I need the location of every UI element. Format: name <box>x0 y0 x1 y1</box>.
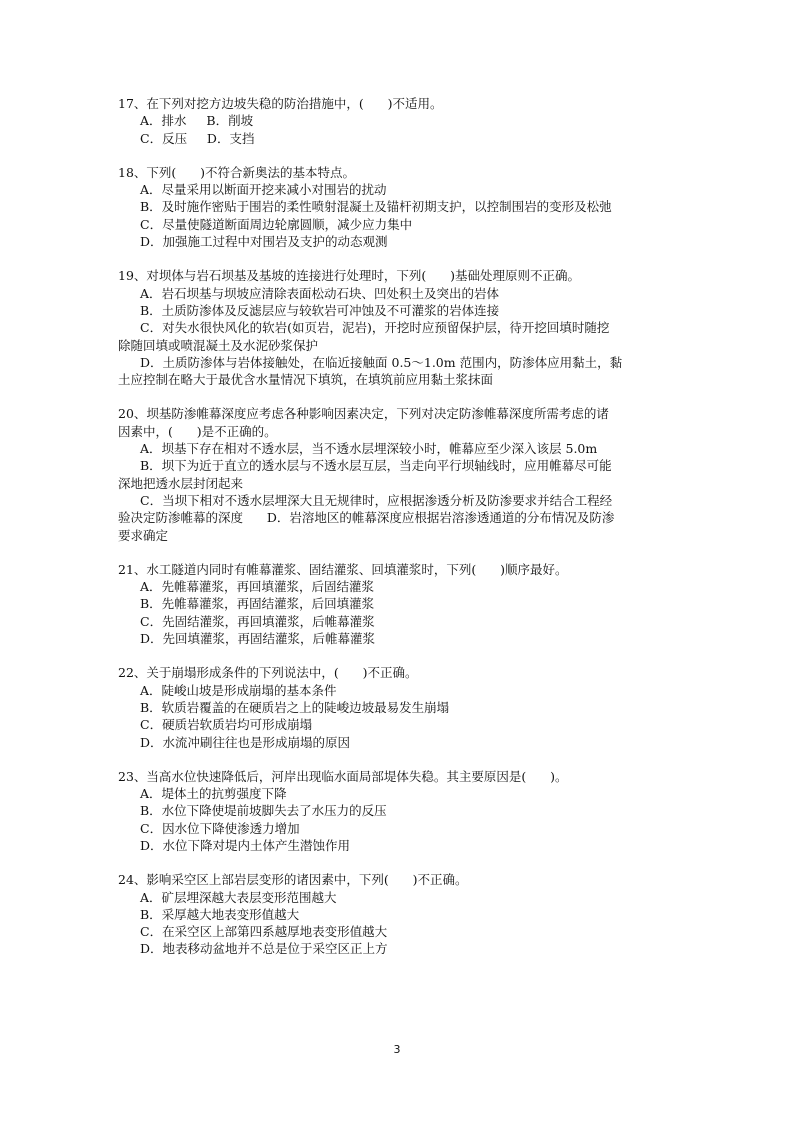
option-line: B．土质防渗体及反滤层应与较软岩可冲蚀及不可灌浆的岩体连接 <box>140 302 500 318</box>
option-line: C．对失水很快风化的软岩(如页岩，泥岩)，开挖时应预留保护层，待开挖回填时随挖 <box>140 320 610 336</box>
option-line: C．先固结灌浆，再回填灌浆，后帷幕灌浆 <box>140 613 375 629</box>
option-line: C．因水位下降使渗透力增加 <box>140 820 300 836</box>
option-line: C．硬质岩软质岩均可形成崩塌 <box>140 717 313 733</box>
question-stem: 17、在下列对挖方边坡失稳的防治措施中，( )不适用。 <box>118 96 443 111</box>
question-stem: 23、当高水位快速降低后，河岸出现临水面局部堤体失稳。其主要原因是( )。 <box>118 768 568 784</box>
option-line: A．岩石坝基与坝坡应清除表面松动石块、凹处积土及突出的岩体 <box>140 285 500 301</box>
question-stem: 19、对坝体与岩石坝基及基坡的连接进行处理时，下列( )基础处理原则不正确。 <box>118 268 581 284</box>
option-line: C．当坝下相对不透水层埋深大且无规律时，应根据渗透分析及防渗要求并结合工程经 <box>140 492 613 508</box>
question-21 <box>118 561 678 647</box>
option-line: D．水流冲刷往往也是形成崩塌的原因 <box>140 734 351 750</box>
option-continuation: 验决定防渗帷幕的深度 D．岩溶地区的帷幕深度应根据岩溶渗透通道的分布情况及防渗 <box>118 510 615 526</box>
question-stem: 22、关于崩塌形成条件的下列说法中，( )不正确。 <box>118 665 418 681</box>
option-line: B．水位下降使堤前坡脚失去了水压力的反压 <box>140 803 387 819</box>
option-line: D．水位下降对堤内土体产生潜蚀作用 <box>140 837 351 853</box>
question-22 <box>118 664 678 750</box>
page-number: 3 <box>393 1043 401 1056</box>
option-line: C．反压 D．支挡 <box>140 130 255 146</box>
question-24 <box>118 871 678 957</box>
option-line: B．坝下为近于直立的透水层与不透水层互层，当走向平行坝轴线时，应用帷幕尽可能 <box>140 458 612 474</box>
option-line: D．地表移动盆地并不总是位于采空区正上方 <box>140 941 388 957</box>
question-list <box>118 95 678 975</box>
option-continuation: 要求确定 <box>118 527 169 543</box>
option-line: B．及时施作密贴于围岩的柔性喷射混凝土及锚杆初期支护，以控制围岩的变形及松弛 <box>140 199 612 215</box>
option-continuation: 除随回填或喷混凝土及水泥砂浆保护 <box>118 337 319 353</box>
option-line: A．陡峻山坡是形成崩塌的基本条件 <box>140 682 337 698</box>
option-line: A．矿层埋深越大表层变形范围越大 <box>140 889 337 905</box>
option-line: D．先回填灌浆，再固结灌浆，后帷幕灌浆 <box>140 631 376 647</box>
option-line: A．坝基下存在相对不透水层，当不透水层埋深较小时，帷幕应至少深入该层 5.0m <box>140 441 598 457</box>
option-line: A．堤体土的抗剪强度下降 <box>140 786 287 802</box>
question-stem: 21、水工隧道内同时有帷幕灌浆、固结灌浆、回填灌浆时，下列( )顺序最好。 <box>118 561 568 577</box>
option-line: D．土质防渗体与岩体接触处，在临近接触面 0.5～1.0m 范围内，防渗体应用黏土，黏 <box>140 354 623 370</box>
option-continuation: 深地把透水层封闭起来 <box>118 475 244 491</box>
option-line: D．加强施工过程中对围岩及支护的动态观测 <box>140 234 388 250</box>
question-20 <box>118 405 678 543</box>
option-line: A．排水 B．削坡 <box>140 113 254 129</box>
option-line: C．尽量使隧道断面周边轮廓圆顺，减少应力集中 <box>140 216 413 232</box>
option-line: B．先帷幕灌浆，再固结灌浆，后回填灌浆 <box>140 596 375 612</box>
option-line: A．尽量采用以断面开挖来减小对围岩的扰动 <box>140 182 387 198</box>
question-stem: 20、坝基防渗帷幕深度应考虑各种影响因素决定，下列对决定防渗帷幕深度所需考虑的诸 <box>118 406 609 422</box>
option-line: A．先帷幕灌浆，再回填灌浆，后固结灌浆 <box>140 579 375 595</box>
question-stem: 24、影响采空区上部岩层变形的诸因素中，下列( )不正确。 <box>118 872 468 888</box>
option-line: B．采厚越大地表变形值越大 <box>140 906 300 922</box>
question-23 <box>118 768 678 854</box>
option-line: C．在采空区上部第四系越厚地表变形值越大 <box>140 924 388 940</box>
question-stem: 18、下列( )不符合新奥法的基本特点。 <box>118 164 356 180</box>
stem-continuation: 因素中，( )是不正确的。 <box>118 423 277 439</box>
question-19 <box>118 267 678 388</box>
question-18 <box>118 164 678 250</box>
option-continuation: 土应控制在略大于最优含水量情况下填筑，在填筑前应用黏土浆抹面 <box>118 372 494 388</box>
question-17 <box>118 95 678 147</box>
option-line: B．软质岩覆盖的在硬质岩之上的陡峻边坡最易发生崩塌 <box>140 699 450 715</box>
